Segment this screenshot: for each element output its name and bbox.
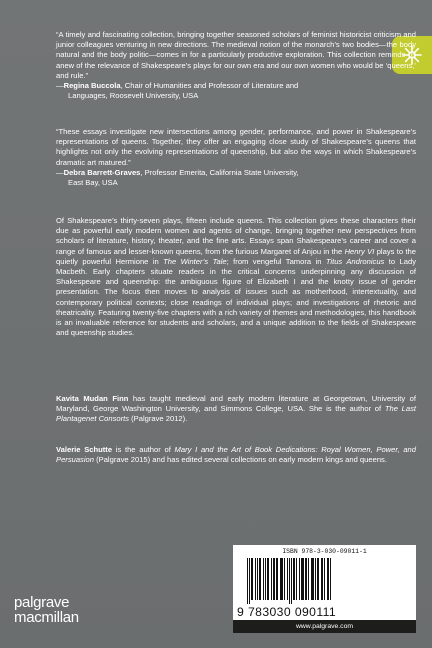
- publisher-line-1: palgrave: [14, 594, 70, 611]
- barcode-bar: [305, 558, 307, 600]
- barcode-panel: [233, 545, 416, 633]
- barcode-bar: [284, 558, 285, 600]
- barcode-bar: [247, 558, 248, 604]
- barcode-bar: [249, 558, 250, 604]
- author-bio-2: [56, 445, 416, 465]
- quote-attribution: —Debra Barrett-Graves, Professor Emerita, California State University, East Bay, USA: [56, 167, 299, 188]
- barcode-bars: [245, 558, 405, 604]
- author-name: Valerie Schutte: [56, 445, 113, 454]
- isbn-label: ISBN 978-3-030-09011-1: [282, 548, 367, 555]
- barcode-bar: [251, 558, 253, 600]
- barcode-bar: [276, 558, 278, 600]
- publisher-logo: [14, 595, 79, 626]
- barcode-bar: [327, 558, 329, 600]
- description-paragraph: Of Shakespeare’s thirty-seven plays, fifteen include queens. This collection gives these characters their due as powerful early modern women and agents of change, bringing together new perspectives from scholars of literature, history, theater, and the fine arts. Essays span Shakespeare’s career and cover a range of famous and lesser-known queens, from the furious Margaret of Anjou in the Henry VI plays to the quietly powerful Hermione in The Winter’s Tale; from vengeful Tamora in Titus Andronicus to Lady Macbeth. Early chapters situate readers in the critical concerns underpinning any discussion of Shakespeare and queenship: the ambiguous figure of Elizabeth I and the knotty issue of gender presentation. The focus then moves to analysis of issues such as motherhood, intertextuality, and contemporary political contexts; close readings of individual plays; and investigations of rhetoric and theatricality. Featuring twenty-five chapters with a rich variety of themes and methodologies, this handbook is an invaluable reference for students and scholars, and a unique addition to the fields of Shakespeare and queenship studies.: [56, 216, 416, 338]
- isbn-number: 9 783030 090111: [237, 605, 337, 619]
- barcode-bar: [308, 558, 309, 600]
- barcode-bar: [273, 558, 275, 600]
- barcode-bar: [299, 558, 300, 600]
- barcode-bar: [296, 558, 297, 600]
- bio-paragraph: Valerie Schutte is the author of Mary I and the Art of Book Dedications: Royal Women, Power, and Persuasion (Palgrave 2015) and has edited several collections on early modern kings and queens.: [56, 445, 416, 465]
- barcode-bar: [291, 558, 292, 604]
- author-bio-1: [56, 394, 416, 425]
- barcode-bar: [324, 558, 325, 600]
- barcode-bar: [267, 558, 269, 600]
- barcode-bar: [265, 558, 266, 600]
- endorsement-quote-1: [56, 30, 416, 101]
- barcode-bar: [301, 558, 304, 600]
- publisher-url: www.palgrave.com: [233, 620, 416, 633]
- barcode-bar: [321, 558, 323, 600]
- barcode-bar: [293, 558, 295, 600]
- quote-text: “These essays investigate new intersections among gender, performance, and power in Shakespeare’s representations of queens. Together, they offer an engaging close study of Shakespeare’s queens that highlights not only the evolving representations of queenship, but also the ways in which Shakespeare’s dramatic art matured.”: [56, 127, 416, 167]
- barcode-bar: [271, 558, 272, 600]
- barcode-bar: [330, 558, 331, 600]
- bio-paragraph: Kavita Mudan Finn has taught medieval and early modern literature at Georgetown, University of Maryland, George Washington University, and Simmons College, USA. She is the author of The Last Plantagenet Consorts (Palgrave 2012).: [56, 394, 416, 424]
- quote-attribution: —Regina Buccola, Chair of Humanities and Professor of Literature and Languages, Roosevelt University, USA: [56, 81, 299, 101]
- barcode-bar: [280, 558, 283, 600]
- barcode-bar: [259, 558, 261, 600]
- publisher-line-2: macmillan: [14, 609, 79, 626]
- endorsement-quote-2: [56, 127, 416, 188]
- barcode-bar: [287, 558, 288, 600]
- endorser-name: Regina Buccola: [63, 81, 121, 91]
- book-description: [56, 216, 416, 338]
- barcode-bar: [311, 558, 314, 600]
- quote-text: “A timely and fascinating collection, bringing together seasoned scholars of feminist historicist criticism and junior colleagues venturing in new directions. The medieval notion of the monarch’s two bodies—the body natural and the body politic—comes in for a particularly productive exploration. This collection reminds us anew of the relevance of Shakespeare’s plays for our own era and our own women who would be ‘queens,’ and rule.”: [56, 30, 416, 80]
- barcode-bar: [289, 558, 290, 604]
- barcode-bar: [317, 558, 319, 600]
- barcode-bar: [263, 558, 264, 600]
- barcode-bar: [255, 558, 256, 600]
- barcode-bar: [257, 558, 258, 600]
- barcode-bar: [315, 558, 316, 600]
- endorser-name: Debra Barrett-Graves: [63, 167, 141, 177]
- author-name: Kavita Mudan Finn: [56, 394, 129, 403]
